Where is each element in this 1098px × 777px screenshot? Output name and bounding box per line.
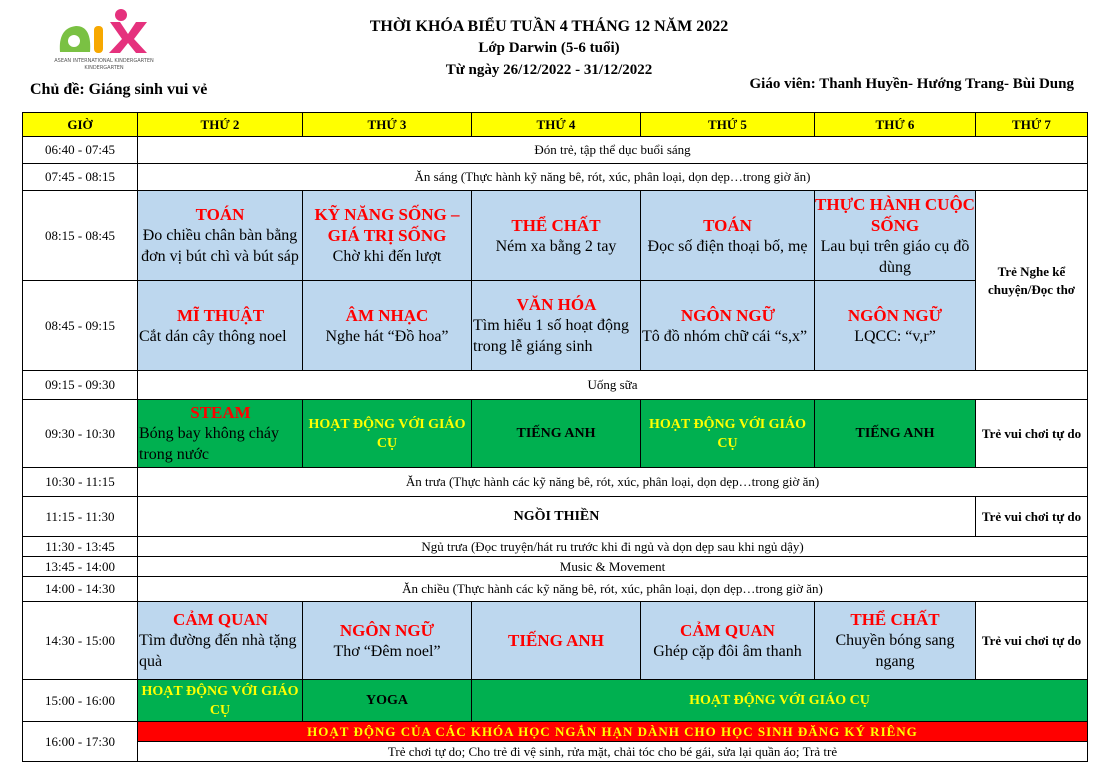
full-row-cell: Đón trẻ, tập thể dục buổi sáng	[138, 137, 1088, 164]
time-cell: 08:15 - 08:45	[23, 191, 138, 281]
saturday-cell: Trẻ vui chơi tự do	[976, 400, 1088, 468]
activity-cell: HOẠT ĐỘNG VỚI GIÁO CỤ	[641, 400, 815, 468]
saturday-cell: Trẻ vui chơi tự do	[976, 602, 1088, 680]
table-row	[23, 602, 1088, 680]
saturday-cell: Trẻ Nghe kể chuyện/Đọc thơ	[976, 191, 1088, 371]
subject-cell	[472, 191, 641, 281]
subject-cell	[472, 602, 641, 680]
subject-title: CẢM QUAN	[173, 610, 268, 629]
activity-desc: Bóng bay không cháy trong nước	[139, 425, 279, 463]
short-course-banner: HOẠT ĐỘNG CỦA CÁC KHÓA HỌC NGẮN HẠN DÀNH CHO HỌC SINH ĐĂNG KÝ RIÊNG	[138, 722, 1088, 742]
full-row-cell: Ăn chiều (Thực hành các kỹ năng bê, rót, xúc, phân loại, dọn dẹp…trong giờ ăn)	[138, 577, 1088, 602]
full-row-cell: Trẻ chơi tự do; Cho trẻ đi vệ sinh, rửa mặt, chải tóc cho bé gái, sửa lại quần áo; Trả trẻ	[138, 742, 1088, 762]
date-range: Từ ngày 26/12/2022 - 31/12/2022	[445, 62, 653, 78]
activity-title: STEAM	[190, 403, 251, 422]
table-row	[23, 191, 1088, 281]
table-row	[23, 537, 1088, 557]
subject-cell	[303, 602, 472, 680]
time-cell: 10:30 - 11:15	[23, 468, 138, 497]
time-cell: 14:30 - 15:00	[23, 602, 138, 680]
svg-text:KINDERGARTEN: KINDERGARTEN	[84, 65, 124, 71]
activity-cell: HOẠT ĐỘNG VỚI GIÁO CỤ	[472, 680, 1088, 722]
full-row-cell: Ngủ trưa (Đọc truyện/hát ru trước khi đi ngủ và dọn dẹp sau khi ngủ dậy)	[138, 537, 1088, 557]
meditation-cell: NGỒI THIỀN	[138, 497, 976, 537]
subject-desc: Tìm hiểu 1 số hoạt động trong lễ giáng sinh	[473, 317, 629, 355]
subject-desc: Ném xa bằng 2 tay	[495, 237, 617, 255]
table-row	[23, 137, 1088, 164]
time-cell: 11:15 - 11:30	[23, 497, 138, 537]
subject-desc: Ghép cặp đôi âm thanh	[653, 642, 802, 660]
activity-cell: YOGA	[303, 680, 472, 722]
col-header-sat: THỨ 7	[976, 113, 1088, 137]
activity-cell: TIẾNG ANH	[815, 400, 976, 468]
subject-cell	[815, 602, 976, 680]
table-row	[23, 577, 1088, 602]
subject-desc: Lau bụi trên giáo cụ đồ dùng	[820, 237, 970, 276]
class-name: Lớp Darwin (5-6 tuổi)	[478, 40, 620, 56]
col-header-time: GIỜ	[23, 113, 138, 137]
activity-cell: HOẠT ĐỘNG VỚI GIÁO CỤ	[303, 400, 472, 468]
subject-title: THỂ CHẤT	[850, 610, 940, 629]
subject-cell	[815, 281, 976, 371]
table-row	[23, 497, 1088, 537]
table-row	[23, 680, 1088, 722]
col-header-thu: THỨ 5	[641, 113, 815, 137]
subject-cell	[303, 281, 472, 371]
table-row	[23, 557, 1088, 577]
col-header-wed: THỨ 4	[472, 113, 641, 137]
page-title: THỜI KHÓA BIỂU TUẦN 4 THÁNG 12 NĂM 2022	[369, 18, 729, 35]
time-cell: 06:40 - 07:45	[23, 137, 138, 164]
subject-desc: Chờ khi đến lượt	[332, 248, 442, 265]
subject-cell	[138, 191, 303, 281]
table-row	[23, 164, 1088, 191]
subject-cell	[138, 281, 303, 371]
subject-cell	[641, 191, 815, 281]
logo-tagline: ASEAN INTERNATIONAL KINDERGARTEN	[54, 58, 154, 64]
teachers-label: Giáo viên: Thanh Huyền- Hướng Trang- Bùi Dung	[749, 76, 1074, 92]
time-cell: 16:00 - 17:30	[23, 722, 138, 762]
time-cell: 09:30 - 10:30	[23, 400, 138, 468]
subject-title: TIẾNG ANH	[508, 631, 604, 650]
activity-cell	[138, 400, 303, 468]
time-cell: 14:00 - 14:30	[23, 577, 138, 602]
full-row-cell: Ăn trưa (Thực hành các kỹ năng bê, rót, xúc, phân loại, dọn dẹp…trong giờ ăn)	[138, 468, 1088, 497]
subject-cell	[303, 191, 472, 281]
time-cell: 13:45 - 14:00	[23, 557, 138, 577]
subject-cell	[472, 281, 641, 371]
table-row	[23, 742, 1088, 762]
subject-title: THỰC HÀNH CUỘC SỐNG	[815, 194, 975, 235]
subject-desc: Nghe hát “Đồ hoa”	[325, 327, 449, 345]
subject-desc: LQCC: “v,r”	[854, 327, 936, 345]
table-row	[23, 281, 1088, 371]
time-cell: 07:45 - 08:15	[23, 164, 138, 191]
subject-desc: Cắt dán cây thông noel	[139, 327, 287, 345]
subject-desc: Đọc số điện thoại bố, mẹ	[647, 237, 808, 255]
subject-title: NGÔN NGỮ	[339, 620, 435, 640]
activity-cell: TIẾNG ANH	[472, 400, 641, 468]
subject-title: NGÔN NGỮ	[847, 305, 943, 325]
col-header-mon: THỨ 2	[138, 113, 303, 137]
subject-desc: Tô đồ nhóm chữ cái “s,x”	[642, 327, 808, 345]
subject-title: VĂN HÓA	[516, 295, 597, 314]
time-cell: 09:15 - 09:30	[23, 371, 138, 400]
time-cell: 11:30 - 13:45	[23, 537, 138, 557]
subject-desc: Đo chiều chân bàn bằng đơn vị bút chì và bút sáp	[141, 227, 299, 265]
subject-title: TOÁN	[703, 215, 752, 235]
subject-title: ÂM NHẠC	[345, 305, 429, 325]
subject-cell	[641, 602, 815, 680]
header-row	[23, 113, 1088, 137]
subject-title: CẢM QUAN	[680, 620, 775, 640]
time-cell: 15:00 - 16:00	[23, 680, 138, 722]
full-row-cell: Music & Movement	[138, 557, 1088, 577]
full-row-cell: Ăn sáng (Thực hành kỹ năng bê, rót, xúc, phân loại, dọn dẹp…trong giờ ăn)	[138, 164, 1088, 191]
table-row	[23, 468, 1088, 497]
subject-title: KỸ NĂNG SỐNG – GIÁ TRỊ SỐNG	[314, 205, 460, 245]
time-cell: 08:45 - 09:15	[23, 281, 138, 371]
topic-label: Chủ đề: Giáng sinh vui vẻ	[30, 81, 208, 98]
saturday-cell: Trẻ vui chơi tự do	[976, 497, 1088, 537]
subject-title: THỂ CHẤT	[511, 215, 601, 235]
subject-desc: Chuyền bóng sang ngang	[835, 632, 955, 670]
subject-title: TOÁN	[195, 205, 245, 224]
full-row-cell: Uống sữa	[138, 371, 1088, 400]
table-row	[23, 371, 1088, 400]
table-row	[23, 722, 1088, 742]
activity-cell: HOẠT ĐỘNG VỚI GIÁO CỤ	[138, 680, 303, 722]
subject-title: MĨ THUẬT	[176, 305, 265, 325]
col-header-fri: THỨ 6	[815, 113, 976, 137]
subject-title: NGÔN NGỮ	[680, 305, 776, 325]
timetable	[22, 112, 1088, 762]
col-header-tue: THỨ 3	[303, 113, 472, 137]
table-row	[23, 400, 1088, 468]
subject-cell	[815, 191, 976, 281]
subject-cell	[138, 602, 303, 680]
subject-desc: Tìm đường đến nhà tặng quà	[139, 632, 297, 670]
subject-cell	[641, 281, 815, 371]
subject-desc: Thơ “Đêm noel”	[333, 642, 441, 660]
